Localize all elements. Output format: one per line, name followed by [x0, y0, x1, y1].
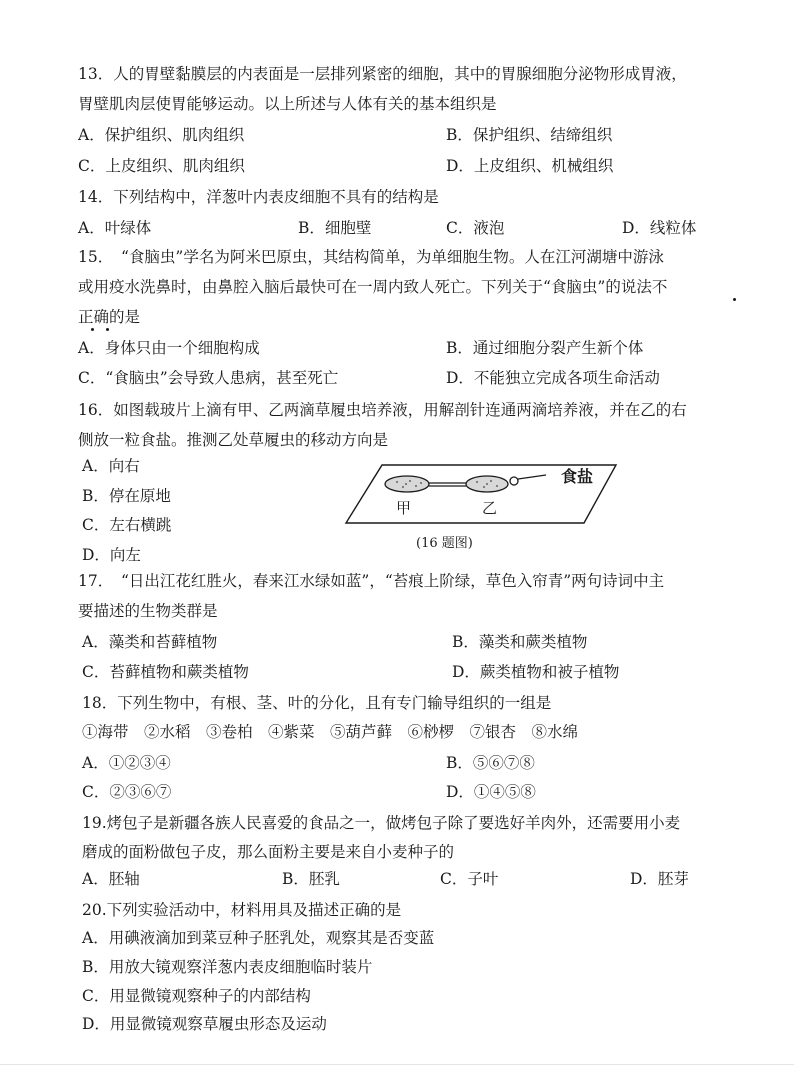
question-14-option-c: C．液泡 — [446, 219, 505, 237]
page-bottom-edge — [0, 1064, 794, 1065]
question-20-option-d: D．用显微镜观察草履虫形态及运动 — [82, 1015, 327, 1033]
question-18-option-c: C．②③⑥⑦ — [82, 783, 172, 801]
question-16-text-line-2: 侧放一粒食盐。推测乙处草履虫的移动方向是 — [78, 431, 389, 449]
question-13-option-a: A．保护组织、肌肉组织 — [78, 126, 245, 144]
question-13-text-line-1: 13．人的胃壁黏膜层的内表面是一层排列紧密的细胞，其中的胃腺细胞分泌物形成胃液， — [78, 65, 687, 83]
label-jia: 甲 — [396, 499, 412, 517]
question-15-text-line-3: 正确的是 — [78, 308, 141, 326]
question-20-text-line-1: 20.下列实验活动中，材料用具及描述正确的是 — [82, 901, 402, 919]
question-20-option-c: C．用显微镜观察种子的内部结构 — [82, 987, 311, 1005]
question-14-option-a: A．叶绿体 — [78, 219, 152, 237]
question-13-option-b: B．保护组织、结缔组织 — [446, 126, 613, 144]
question-16-option-c: C．左右横跳 — [82, 516, 172, 534]
question-17-text-line-2: 要描述的生物类群是 — [78, 602, 218, 620]
question-17-option-a: A．藻类和苔藓植物 — [82, 633, 218, 651]
question-18-option-d: D．①④⑤⑧ — [446, 783, 536, 801]
question-16-text-line-1: 16．如图载玻片上滴有甲、乙两滴草履虫培养液，用解剖针连通两滴培养液，并在乙的右 — [78, 401, 687, 419]
question-18-organism-list: ①海带 ②水稻 ③卷柏 ④紫菜 ⑤葫芦藓 ⑥桫椤 ⑦银杏 ⑧水绵 — [82, 723, 579, 741]
figure-caption: (16 题图) — [416, 536, 473, 551]
question-18-option-b: B．⑤⑥⑦⑧ — [446, 754, 535, 772]
emphasis-dot — [733, 298, 736, 301]
question-14-option-b: B．细胞壁 — [298, 219, 372, 237]
emphasis-dot — [91, 328, 94, 331]
label-yi: 乙 — [482, 499, 498, 517]
question-15-text-line-1: 15． “食脑虫”学名为阿米巴原虫，其结构简单，为单细胞生物。人在江河湖塘中游泳 — [78, 248, 664, 266]
question-19-option-c: C．子叶 — [440, 870, 499, 888]
question-15-option-c: C．“食脑虫”会导致人患病，甚至死亡 — [78, 369, 339, 387]
question-16-option-a: A．向右 — [82, 457, 140, 475]
emphasis-dot — [106, 328, 109, 331]
question-19-text-line-1: 19.烤包子是新疆各族人民喜爱的食品之一，做烤包子除了要选好羊肉外，还需要用小麦 — [82, 814, 681, 832]
question-14-text-line-1: 14．下列结构中，洋葱叶内表皮细胞不具有的结构是 — [78, 188, 439, 206]
question-17-option-d: D．蕨类植物和被子植物 — [452, 663, 620, 681]
question-17-option-c: C．苔藓植物和蕨类植物 — [82, 663, 249, 681]
question-15-text-line-2: 或用疫水洗鼻时，由鼻腔入脑后最快可在一周内致人死亡。下列关于“食脑虫”的说法不 — [78, 278, 668, 296]
question-16-option-b: B．停在原地 — [82, 487, 171, 505]
question-18-text-line-1: 18．下列生物中，有根、茎、叶的分化，且有专门输导组织的一组是 — [82, 694, 552, 712]
question-14-option-d: D．线粒体 — [622, 219, 697, 237]
question-16-option-d: D．向左 — [82, 546, 141, 564]
salt-grain — [510, 477, 518, 485]
question-20-option-a: A．用碘液滴加到菜豆种子胚乳处，观察其是否变蓝 — [82, 929, 435, 947]
question-19-option-b: B．胚乳 — [282, 870, 340, 888]
question-15-option-b: B．通过细胞分裂产生新个体 — [446, 339, 644, 357]
question-15-option-d: D．不能独立完成各项生命活动 — [446, 369, 660, 387]
salt-pointer-line — [518, 475, 546, 479]
question-19-option-a: A．胚轴 — [82, 870, 140, 888]
question-19-option-d: D．胚芽 — [630, 870, 689, 888]
question-13-option-d: D．上皮组织、机械组织 — [446, 157, 614, 175]
question-13-text-line-2: 胃壁肌肉层使胃能够运动。以上所述与人体有关的基本组织是 — [78, 95, 497, 113]
question-18-option-a: A．①②③④ — [82, 754, 171, 772]
question-17-text-line-1: 17． “日出江花红胜火，春来江水绿如蓝”，“苔痕上阶绿，草色入帘青”两句诗词中主 — [78, 572, 665, 590]
question-15-option-a: A．身体只由一个细胞构成 — [78, 339, 260, 357]
question-20-option-b: B．用放大镜观察洋葱内表皮细胞临时装片 — [82, 958, 373, 976]
question-19-text-line-2: 磨成的面粉做包子皮，那么面粉主要是来自小麦种子的 — [82, 843, 455, 861]
label-salt: 食盐 — [561, 467, 594, 486]
question-17-option-b: B．藻类和蕨类植物 — [452, 633, 588, 651]
question-13-option-c: C．上皮组织、肌肉组织 — [78, 157, 245, 175]
